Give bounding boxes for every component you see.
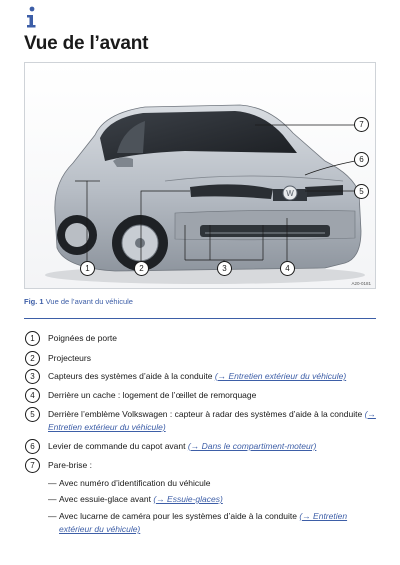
- legend-number: 6: [25, 439, 40, 454]
- legend-number: 5: [25, 407, 40, 422]
- legend-text: Derrière un cache : logement de l’œillet de remorquage: [48, 390, 257, 400]
- cross-reference-link[interactable]: (→ Dans le compartiment-moteur): [187, 441, 317, 451]
- legend-text: Levier de commande du capot avant: [48, 441, 186, 451]
- callout-2: 2: [134, 261, 149, 276]
- callout-5: 5: [354, 184, 369, 199]
- figure-caption: [24, 297, 133, 306]
- legend-text: Derrière l’emblème Volkswagen : capteur à radar des systèmes d’aide à la conduite: [48, 409, 363, 419]
- page-title: Vue de l’avant: [24, 33, 149, 54]
- callout-4: 4: [280, 261, 295, 276]
- legend-text: Projecteurs: [48, 353, 91, 363]
- figure-caption-label: Fig. 1: [24, 297, 44, 306]
- figure-code: A20-0181: [351, 281, 371, 286]
- legend-number: 4: [25, 388, 40, 403]
- cross-reference-link[interactable]: (→ Essuie-glaces): [153, 494, 223, 504]
- sub-item-text: Avec lucarne de caméra pour les systèmes d’aide à la conduite: [59, 511, 297, 521]
- legend-number: 2: [25, 351, 40, 366]
- sub-item-text: Avec essuie-glace avant: [59, 494, 151, 504]
- car-illustration: [25, 63, 376, 289]
- dash: —: [48, 494, 57, 504]
- dash: —: [48, 511, 57, 521]
- legend-text: Pare-brise :: [48, 460, 92, 470]
- callout-3: 3: [217, 261, 232, 276]
- svg-text:W: W: [286, 189, 294, 198]
- legend-number: 1: [25, 331, 40, 346]
- callout-7: 7: [354, 117, 369, 132]
- info-icon: [24, 6, 38, 30]
- callout-1: 1: [80, 261, 95, 276]
- cross-reference-link[interactable]: (→ Entretien extérieur du véhicule): [48, 409, 376, 432]
- cross-reference-link[interactable]: (→ Entretien extérieur du véhicule): [214, 371, 347, 381]
- legend-number: 7: [25, 458, 40, 473]
- cross-reference-link[interactable]: (→ Entretien extérieur du véhicule): [59, 511, 348, 534]
- legend-text: Capteurs des systèmes d’aide à la conduite: [48, 371, 213, 381]
- vehicle-front-figure: [24, 62, 376, 289]
- legend-number: 3: [25, 369, 40, 384]
- callout-6: 6: [354, 152, 369, 167]
- divider: [24, 318, 376, 319]
- dash: —: [48, 478, 57, 488]
- figure-caption-text: Vue de l’avant du véhicule: [45, 297, 133, 306]
- sub-item-text: Avec numéro d’identification du véhicule: [59, 478, 211, 488]
- legend-text: Poignées de porte: [48, 333, 117, 343]
